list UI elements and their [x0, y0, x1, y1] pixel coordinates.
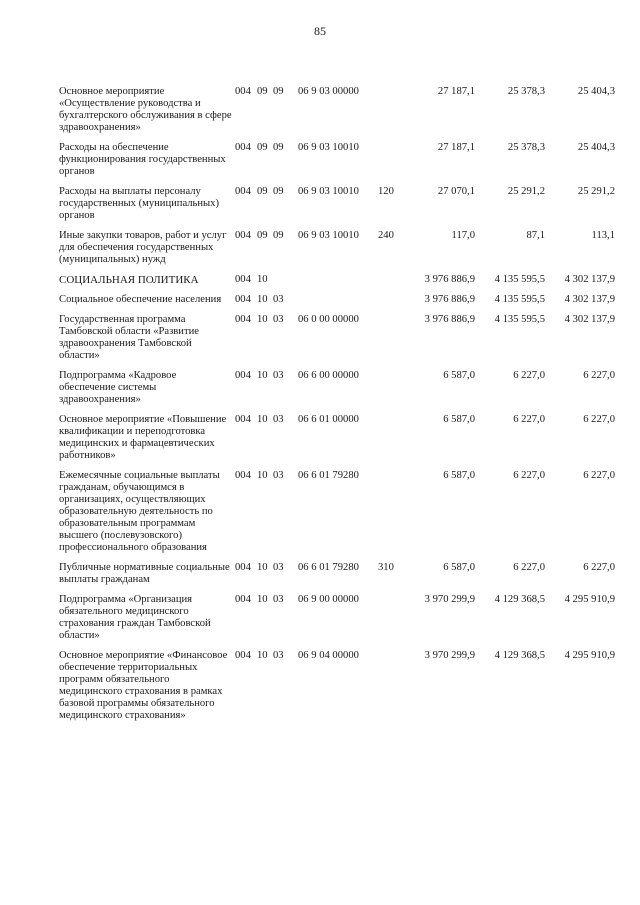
row-ved: 004 — [235, 86, 251, 97]
table-row — [59, 562, 615, 594]
row-csr: 06 9 00 00000 — [298, 594, 359, 605]
row-csr: 06 9 04 00000 — [298, 650, 359, 661]
row-ved: 004 — [235, 414, 251, 425]
row-ved: 004 — [235, 142, 251, 153]
row-csr: 06 9 03 10010 — [298, 142, 359, 153]
row-year1: 3 970 299,9 — [424, 594, 475, 605]
row-pr: 03 — [273, 470, 284, 481]
row-year1: 6 587,0 — [443, 562, 475, 573]
table-row — [59, 414, 615, 470]
row-rz: 09 — [257, 186, 268, 197]
row-pr: 03 — [273, 650, 284, 661]
table-row — [59, 314, 615, 370]
row-year3: 113,1 — [591, 230, 615, 241]
row-pr: 09 — [273, 142, 284, 153]
row-pr: 09 — [273, 186, 284, 197]
row-year1: 27 070,1 — [437, 186, 475, 197]
row-rz: 10 — [257, 650, 268, 661]
row-year3: 25 404,3 — [577, 142, 615, 153]
row-year2: 4 129 368,5 — [494, 650, 545, 661]
row-csr: 06 6 01 79280 — [298, 470, 359, 481]
row-pr: 03 — [273, 414, 284, 425]
row-vr — [378, 650, 402, 730]
row-vr — [378, 86, 402, 142]
row-ved: 004 — [235, 274, 251, 285]
row-rz: 10 — [257, 370, 268, 381]
table-row — [59, 142, 615, 186]
row-rz: 10 — [257, 294, 268, 305]
row-year1: 27 187,1 — [437, 142, 475, 153]
row-year3: 6 227,0 — [583, 562, 615, 573]
row-vr: 120 — [378, 186, 394, 197]
row-name: Государственная программа Тамбовской области «Развитие здравоохранения Тамбовской области» — [59, 314, 199, 361]
row-rz: 09 — [257, 142, 268, 153]
row-rz: 10 — [257, 314, 268, 325]
row-rz: 09 — [257, 86, 268, 97]
row-vr — [378, 594, 402, 650]
row-year2: 4 135 595,5 — [494, 314, 545, 325]
row-year3: 4 295 910,9 — [564, 594, 615, 605]
row-year1: 3 976 886,9 — [424, 294, 475, 305]
row-rz: 10 — [257, 274, 268, 285]
row-ved: 004 — [235, 314, 251, 325]
budget-table — [59, 86, 615, 730]
row-year2: 4 135 595,5 — [494, 274, 545, 285]
row-ved: 004 — [235, 594, 251, 605]
row-year2: 4 129 368,5 — [494, 594, 545, 605]
row-year2: 87,1 — [526, 230, 545, 241]
table-row — [59, 370, 615, 414]
row-vr — [378, 294, 402, 314]
row-pr: 03 — [273, 314, 284, 325]
row-year2: 6 227,0 — [513, 562, 545, 573]
row-pr: 03 — [273, 370, 284, 381]
row-csr: 06 9 03 10010 — [298, 186, 359, 197]
page-number: 85 — [314, 24, 326, 38]
row-vr — [378, 370, 402, 414]
row-year2: 25 291,2 — [507, 186, 545, 197]
row-name: Расходы на выплаты персоналу государственных (муниципальных) органов — [59, 186, 219, 221]
row-name: Основное мероприятие «Финансовое обеспечение территориальных программ обязательного медицинского страхования в рамках базовой программы обязательного медицинского страхования» — [59, 650, 228, 721]
row-csr: 06 6 01 00000 — [298, 414, 359, 425]
table-row-section — [59, 274, 615, 294]
row-pr: 03 — [273, 294, 284, 305]
row-year2: 4 135 595,5 — [494, 294, 545, 305]
row-pr: 03 — [273, 594, 284, 605]
row-year3: 25 404,3 — [577, 86, 615, 97]
row-name: Иные закупки товаров, работ и услуг для обеспечения государственных (муниципальных) нужд — [59, 230, 227, 265]
table-row — [59, 594, 615, 650]
row-name: Основное мероприятие «Повышение квалификации и переподготовка медицинских и фармацевтических работников» — [59, 414, 227, 461]
row-year2: 25 378,3 — [507, 86, 545, 97]
row-csr: 06 0 00 00000 — [298, 314, 359, 325]
row-ved: 004 — [235, 294, 251, 305]
table-row — [59, 650, 615, 730]
row-csr: 06 6 00 00000 — [298, 370, 359, 381]
row-year1: 117,0 — [451, 230, 475, 241]
row-year3: 25 291,2 — [577, 186, 615, 197]
row-csr: 06 9 03 00000 — [298, 86, 359, 97]
row-year2: 25 378,3 — [507, 142, 545, 153]
row-year1: 6 587,0 — [443, 414, 475, 425]
row-year1: 27 187,1 — [437, 86, 475, 97]
row-ved: 004 — [235, 562, 251, 573]
row-year3: 4 302 137,9 — [564, 294, 615, 305]
row-ved: 004 — [235, 650, 251, 661]
row-csr: 06 6 01 79280 — [298, 562, 359, 573]
row-vr — [378, 470, 402, 562]
row-year1: 6 587,0 — [443, 470, 475, 481]
table-row — [59, 470, 615, 562]
row-vr — [378, 142, 402, 186]
row-rz: 10 — [257, 562, 268, 573]
row-ved: 004 — [235, 370, 251, 381]
row-rz: 10 — [257, 594, 268, 605]
row-csr — [298, 274, 378, 294]
row-year3: 6 227,0 — [583, 370, 615, 381]
row-year2: 6 227,0 — [513, 470, 545, 481]
row-year3: 4 302 137,9 — [564, 314, 615, 325]
row-year3: 4 302 137,9 — [564, 274, 615, 285]
section-title: СОЦИАЛЬНАЯ ПОЛИТИКА — [59, 274, 199, 286]
row-year2: 6 227,0 — [513, 414, 545, 425]
row-year3: 6 227,0 — [583, 470, 615, 481]
row-rz: 10 — [257, 414, 268, 425]
row-name: Ежемесячные социальные выплаты гражданам, обучающимся в организациях, осуществляющих образовательную деятельность по образовательным программам высшего (послевузовского) профессионального образования — [59, 470, 220, 553]
row-year1: 3 976 886,9 — [424, 314, 475, 325]
row-pr — [273, 274, 298, 294]
row-name: Подпрограмма «Кадровое обеспечение системы здравоохранения» — [59, 370, 177, 405]
row-name: Основное мероприятие «Осуществление руководства и бухгалтерского обслуживания в сфере здравоохранения» — [59, 86, 232, 133]
row-year1: 3 976 886,9 — [424, 274, 475, 285]
table-row — [59, 186, 615, 230]
row-name: Публичные нормативные социальные выплаты гражданам — [59, 562, 230, 585]
row-year1: 6 587,0 — [443, 370, 475, 381]
row-pr: 03 — [273, 562, 284, 573]
row-ved: 004 — [235, 186, 251, 197]
row-name: Расходы на обеспечение функционирования государственных органов — [59, 142, 226, 177]
row-csr — [298, 294, 378, 314]
row-vr — [378, 274, 402, 294]
row-name: Подпрограмма «Организация обязательного медицинского страхования граждан Тамбовской области» — [59, 594, 211, 641]
row-ved: 004 — [235, 230, 251, 241]
table-row — [59, 294, 615, 314]
row-year2: 6 227,0 — [513, 370, 545, 381]
row-pr: 09 — [273, 86, 284, 97]
row-name: Социальное обеспечение населения — [59, 294, 222, 305]
row-year3: 4 295 910,9 — [564, 650, 615, 661]
row-rz: 10 — [257, 470, 268, 481]
table-row — [59, 86, 615, 142]
row-vr — [378, 314, 402, 370]
row-csr: 06 9 03 10010 — [298, 230, 359, 241]
row-vr: 240 — [378, 230, 394, 241]
row-vr: 310 — [378, 562, 394, 573]
table-row — [59, 230, 615, 274]
row-ved: 004 — [235, 470, 251, 481]
row-rz: 09 — [257, 230, 268, 241]
row-pr: 09 — [273, 230, 284, 241]
row-vr — [378, 414, 402, 470]
row-year3: 6 227,0 — [583, 414, 615, 425]
row-year1: 3 970 299,9 — [424, 650, 475, 661]
